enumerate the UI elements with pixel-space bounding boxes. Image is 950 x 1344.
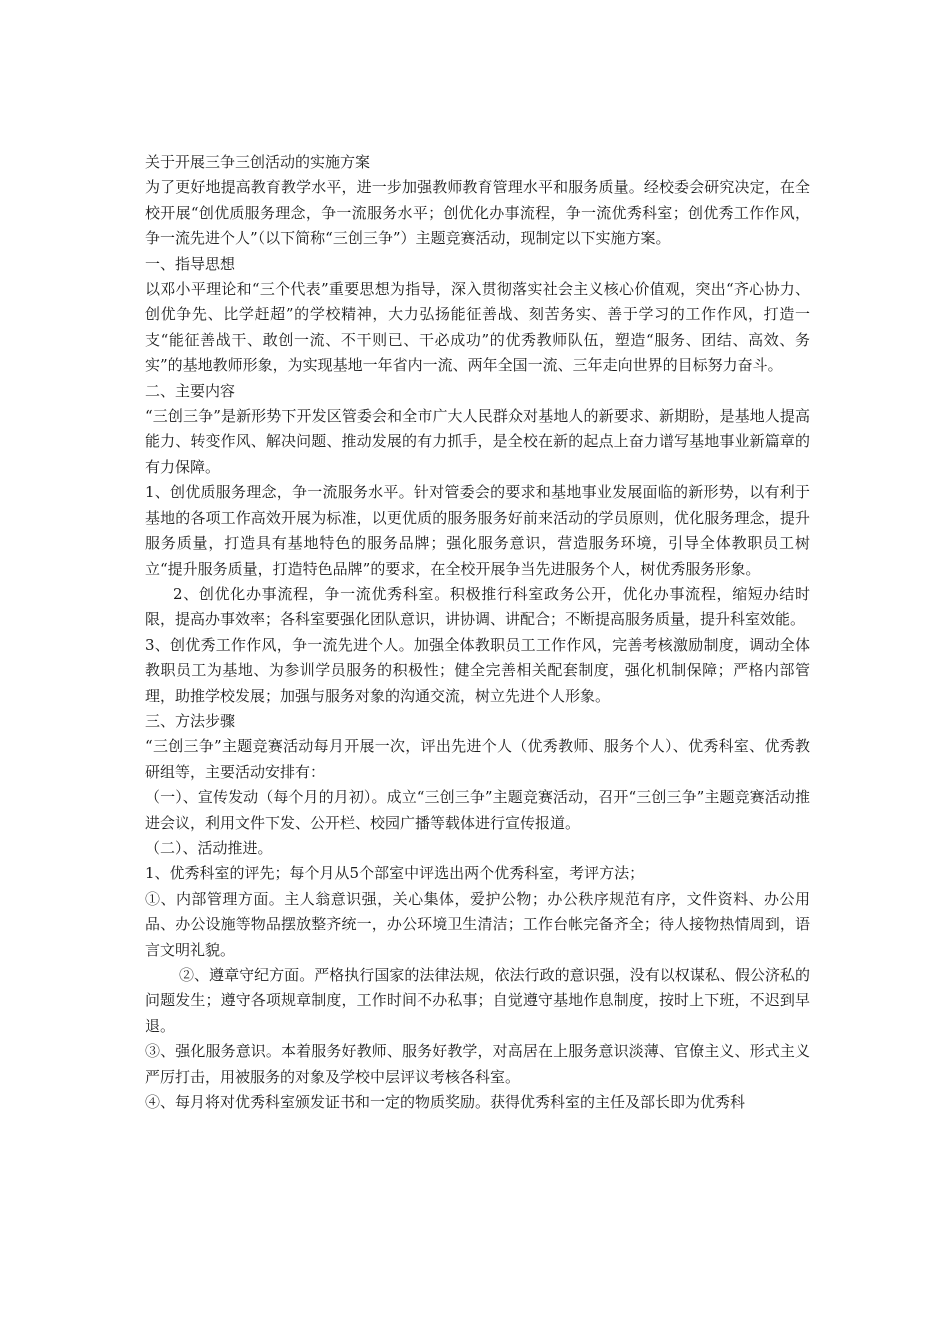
document-title: 关于开展三争三创活动的实施方案: [145, 153, 371, 171]
document-body: [145, 150, 810, 1115]
step-promotion: （二）、活动推进。: [145, 838, 273, 857]
guiding-ideology-paragraph: 以邓小平理论和“三个代表”重要思想为指导，深入贯彻落实社会主义核心价值观，突出“齐心协力、创优争先、比学赶超”的学校精神，大力弘扬能征善战、刻苦务实、善于学习的工作作风，打造一支“能征善战干、敢创一流、不干则已、干必成功”的优秀教师队伍，塑造“服务、团结、高效、务实”的基地教师形象，为实现基地一年省内一流、两年全国一流、三年走向世界的目标努力奋斗。: [145, 280, 810, 375]
intro-paragraph: 为了更好地提高教育教学水平，进一步加强教师教育管理水平和服务质量。经校委会研究决定，在全校开展“创优质服务理念，争一流服务水平；创优化办事流程，争一流优秀科室；创优秀工作作风，争一流先进个人”（以下简称“三创三争”）主题竞赛活动，现制定以下实施方案。: [145, 178, 810, 248]
section-heading-guiding-ideology: 一、指导思想: [145, 254, 236, 273]
step-publicity: （一）、宣传发动（每个月的月初）。成立“三创三争”主题竞赛活动，召开“三创三争”主题竞赛活动推进会议，利用文件下发、公开栏、校园广播等载体进行宣传报道。: [145, 788, 810, 832]
point-monthly-award: ④、每月将对优秀科室颁发证书和一定的物质奖励。获得优秀科室的主任及部长即为优秀科: [145, 1093, 746, 1112]
point-service-awareness: ③、强化服务意识。本着服务好教师、服务好教学，对高居在上服务意识淡薄、官僚主义、形式主义严厉打击，用被服务的对象及学校中层评议考核各科室。: [145, 1042, 810, 1086]
sub-item-office-evaluation: 1、优秀科室的评先；每个月从5个部室中评选出两个优秀科室，考评方法；: [145, 864, 645, 883]
point-discipline: ②、遵章守纪方面。严格执行国家的法律法规，依法行政的意识强，没有以权谋私、假公济私的问题发生；遵守各项规章制度，工作时间不办私事；自觉遵守基地作息制度，按时上下班，不迟到早退。: [145, 966, 810, 1035]
point-internal-management: ①、内部管理方面。主人翁意识强，关心集体，爱护公物；办公秩序规范有序，文件资料、办公用品、办公设施等物品摆放整齐统一，办公环境卫生清洁；工作台帐完备齐全；待人接物热情周到，语言文明礼貌。: [145, 889, 810, 959]
section-heading-methods: 三、方法步骤: [145, 711, 236, 730]
main-content-paragraph: “三创三争”是新形势下开发区管委会和全市广大人民群众对基地人的新要求、新期盼，是基地人提高能力、转变作风、解决问题、推动发展的有力抓手，是全校在新的起点上奋力谱写基地事业新篇章的有力保障。: [145, 407, 810, 476]
section-heading-main-content: 二、主要内容: [145, 381, 236, 400]
content-item-1: 1、创优质服务理念，争一流服务水平。针对管委会的要求和基地事业发展面临的新形势，以有利于基地的各项工作高效开展为标准，以更优质的服务服务好前来活动的学员原则，优化服务理念，提升服务质量，打造具有基地特色的服务品牌；强化服务意识，营造服务环境，引导全体教职员工树立“提升服务质量，打造特色品牌”的要求，在全校开展争当先进服务个人，树优秀服务形象。: [145, 483, 810, 578]
content-item-2: 2、创优化办事流程，争一流优秀科室。积极推行科室政务公开，优化办事流程，缩短办结时限，提高办事效率；各科室要强化团队意识，讲协调、讲配合；不断提高服务质量，提升科室效能。: [145, 584, 810, 629]
content-item-3: 3、创优秀工作作风，争一流先进个人。加强全体教职员工工作作风，完善考核激励制度，调动全体教职员工为基地、为参训学员服务的积极性；健全完善相关配套制度，强化机制保障；严格内部管理，助推学校发展；加强与服务对象的沟通交流，树立先进个人形象。: [145, 635, 810, 705]
methods-paragraph: “三创三争”主题竞赛活动每月开展一次，评出先进个人（优秀教师、服务个人）、优秀科室、优秀教研组等，主要活动安排有：: [145, 737, 810, 781]
